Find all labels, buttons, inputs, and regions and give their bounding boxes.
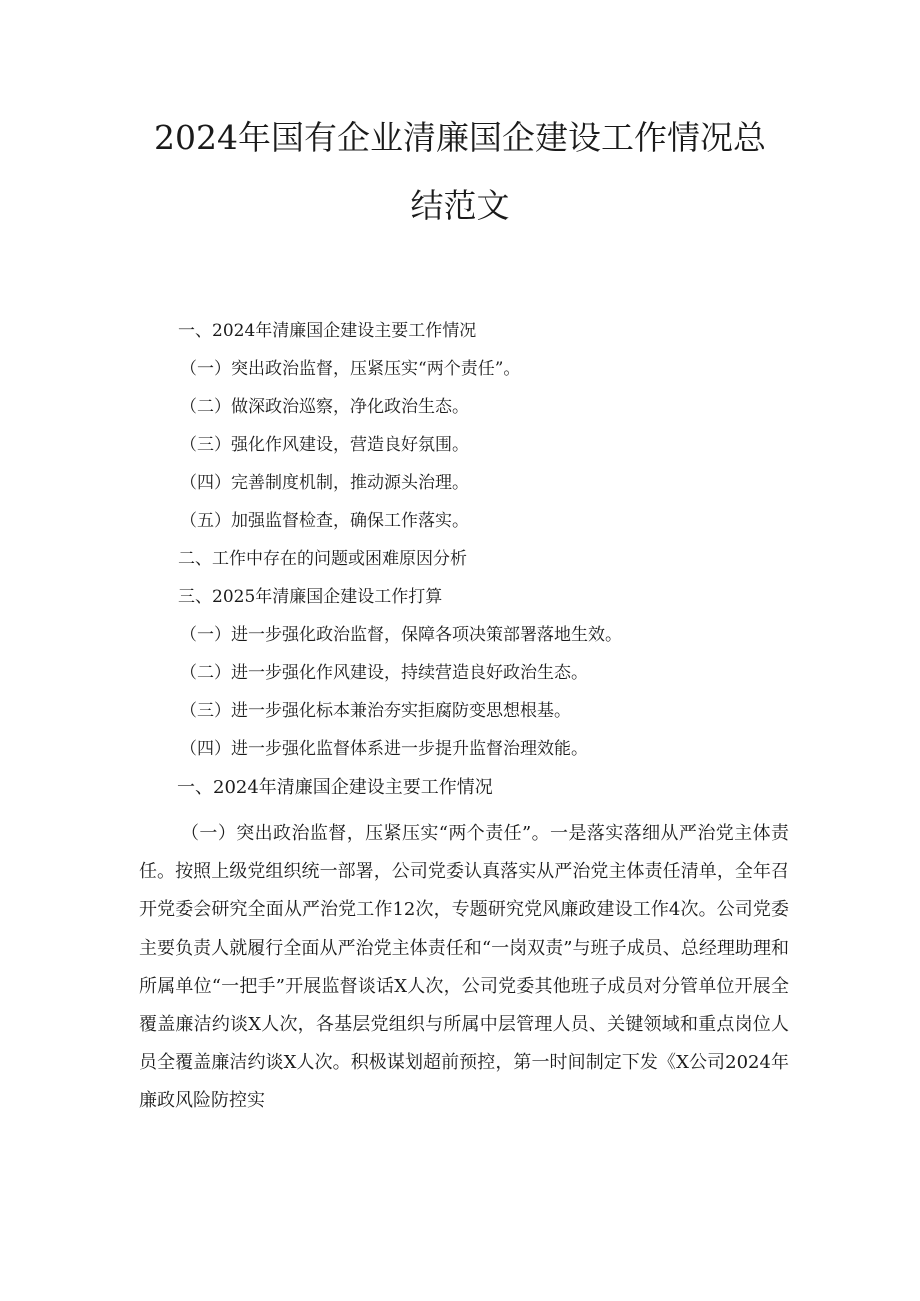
toc-item: 一、2024年清廉国企建设主要工作情况: [178, 321, 477, 341]
toc-item: （五）加强监督检查，确保工作落实。: [180, 511, 469, 531]
toc-item: （二）做深政治巡察，净化政治生态。: [180, 397, 469, 417]
document-title-line-2: 结范文: [410, 186, 510, 225]
toc-item: （一）突出政治监督，压紧压实“两个责任”。: [180, 359, 521, 379]
document-title-line-1: 2024年国有企业清廉国企建设工作情况总: [154, 118, 766, 157]
toc-item: （二）进一步强化作风建设，持续营造良好政治生态。: [180, 663, 588, 683]
toc-item: （四）进一步强化监督体系进一步提升监督治理效能。: [180, 739, 588, 759]
toc-item: （三）强化作风建设，营造良好氛围。: [180, 435, 469, 455]
toc-item: （三）进一步强化标本兼治夯实拒腐防变思想根基。: [180, 701, 571, 721]
toc-item: 三、2025年清廉国企建设工作打算: [178, 587, 443, 607]
section-heading: 一、2024年清廉国企建设主要工作情况: [177, 777, 493, 798]
body-paragraph: （一）突出政治监督，压紧压实“两个责任”。一是落实落细从严治党主体责任。按照上级党组织统一部署，公司党委认真落实从严治党主体责任清单，全年召开党委会研究全面从严治党工作12次，专题研究党风廉政建设工作4次。公司党委主要负责人就履行全面从严治党主体责任和“一岗双责”与班子成员、总经理助理和所属单位“一把手”开展监督谈话X人次，公司党委其他班子成员对分管单位开展全覆盖廉洁约谈X人次，各基层党组织与所属中层管理人员、关键领域和重点岗位人员全覆盖廉洁约谈X人次。积极谋划超前预控，第一时间制定下发《X公司2024年廉政风险防控实: [139, 823, 789, 1112]
toc-item: （一）进一步强化政治监督，保障各项决策部署落地生效。: [180, 625, 622, 645]
toc-item: 二、工作中存在的问题或困难原因分析: [178, 549, 467, 569]
table-of-contents: [178, 318, 622, 774]
document-body: [139, 775, 789, 1121]
toc-item: （四）完善制度机制，推动源头治理。: [180, 473, 469, 493]
